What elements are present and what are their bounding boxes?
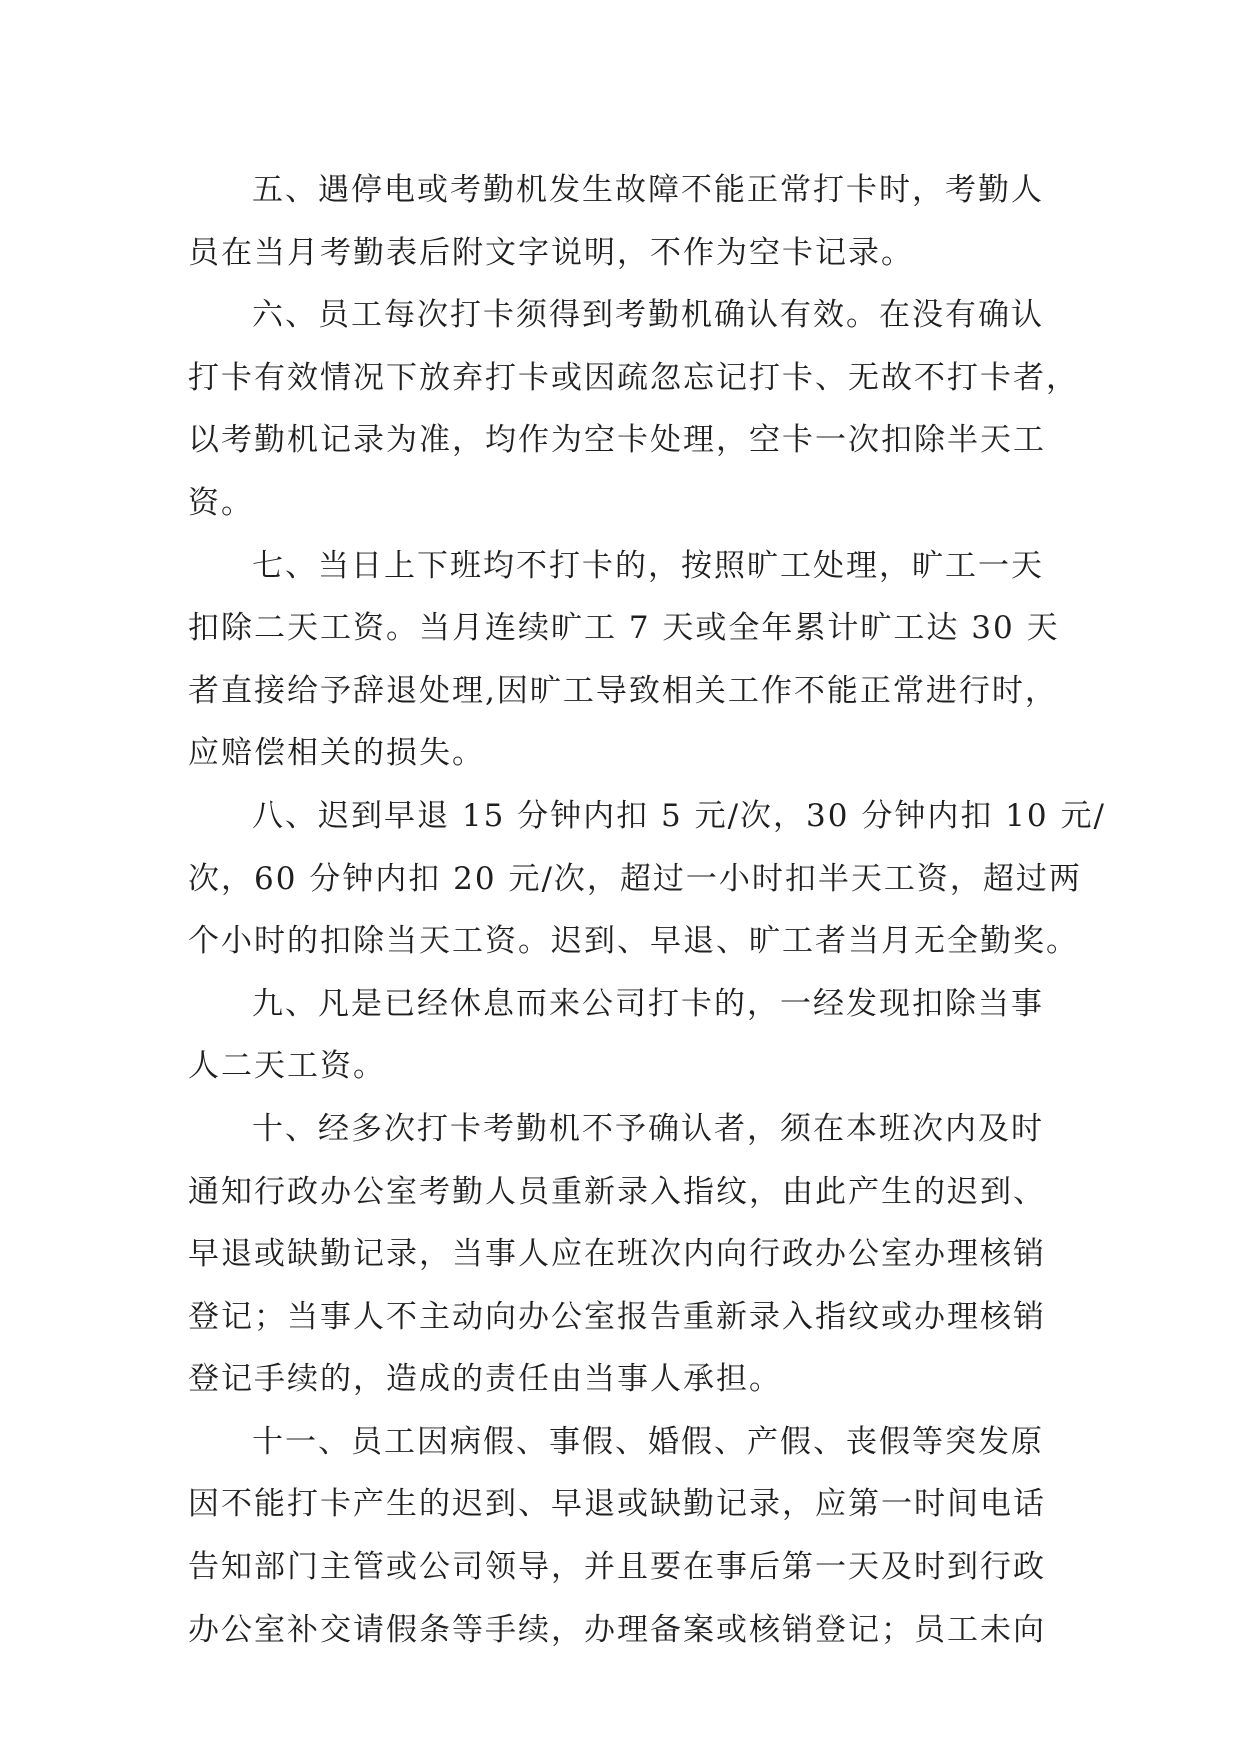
paragraph-7 — [188, 535, 1068, 785]
paragraph-5 — [188, 159, 1068, 284]
paragraph-line: 通知行政办公室考勤人员重新录入指纹，由此产生的迟到、 — [188, 1173, 1046, 1210]
paragraph-line: 八、迟到早退 15 分钟内扣 5 元/次，30 分钟内扣 10 元/ — [252, 797, 1106, 834]
paragraph-line: 人二天工资。 — [188, 1048, 386, 1085]
paragraph-line: 应赔偿相关的损失。 — [188, 735, 485, 772]
paragraph-line: 打卡有效情况下放弃打卡或因疏忽忘记打卡、无故不打卡者， — [188, 359, 1079, 396]
paragraph-line: 办公室补交请假条等手续，办理备案或核销登记；员工未向 — [188, 1611, 1046, 1648]
paragraph-11 — [188, 1411, 1068, 1661]
paragraph-line: 员在当月考勤表后附文字说明，不作为空卡记录。 — [188, 234, 914, 271]
paragraph-line: 因不能打卡产生的迟到、早退或缺勤记录，应第一时间电话 — [188, 1486, 1046, 1523]
paragraph-line: 登记；当事人不主动向办公室报告重新录入指纹或办理核销 — [188, 1298, 1046, 1335]
paragraph-line: 者直接给予辞退处理,因旷工导致相关工作不能正常进行时， — [188, 672, 1058, 709]
paragraph-line: 十一、员工因病假、事假、婚假、产假、丧假等突发原 — [252, 1423, 1044, 1460]
paragraph-line: 早退或缺勤记录，当事人应在班次内向行政办公室办理核销 — [188, 1236, 1046, 1273]
paragraph-line: 五、遇停电或考勤机发生故障不能正常打卡时，考勤人 — [252, 172, 1044, 208]
paragraph-6 — [188, 284, 1079, 534]
paragraph-line: 次，60 分钟内扣 20 元/次，超过一小时扣半天工资，超过两 — [188, 860, 1082, 897]
paragraph-line: 六、员工每次打卡须得到考勤机确认有效。在没有确认 — [252, 297, 1044, 334]
paragraph-line: 十、经多次打卡考勤机不予确认者，须在本班次内及时 — [252, 1110, 1044, 1147]
paragraph-line: 七、当日上下班均不打卡的，按照旷工处理，旷工一天 — [252, 547, 1044, 584]
paragraph-10 — [188, 1098, 1068, 1411]
paragraph-line: 九、凡是已经休息而来公司打卡的，一经发现扣除当事 — [252, 985, 1044, 1022]
paragraph-line: 以考勤机记录为准，均作为空卡处理，空卡一次扣除半天工 — [188, 422, 1046, 459]
paragraph-line: 登记手续的，造成的责任由当事人承担。 — [188, 1361, 782, 1398]
paragraph-line: 个小时的扣除当天工资。迟到、早退、旷工者当月无全勤奖。 — [188, 923, 1079, 960]
paragraph-9 — [188, 973, 1068, 1098]
paragraph-8 — [188, 785, 1106, 973]
paragraph-line: 告知部门主管或公司领导，并且要在事后第一天及时到行政 — [188, 1549, 1046, 1586]
paragraph-line: 资。 — [188, 484, 254, 521]
paragraph-line: 扣除二天工资。当月连续旷工 7 天或全年累计旷工达 30 天 — [188, 610, 1060, 647]
document-body — [188, 159, 1106, 1661]
